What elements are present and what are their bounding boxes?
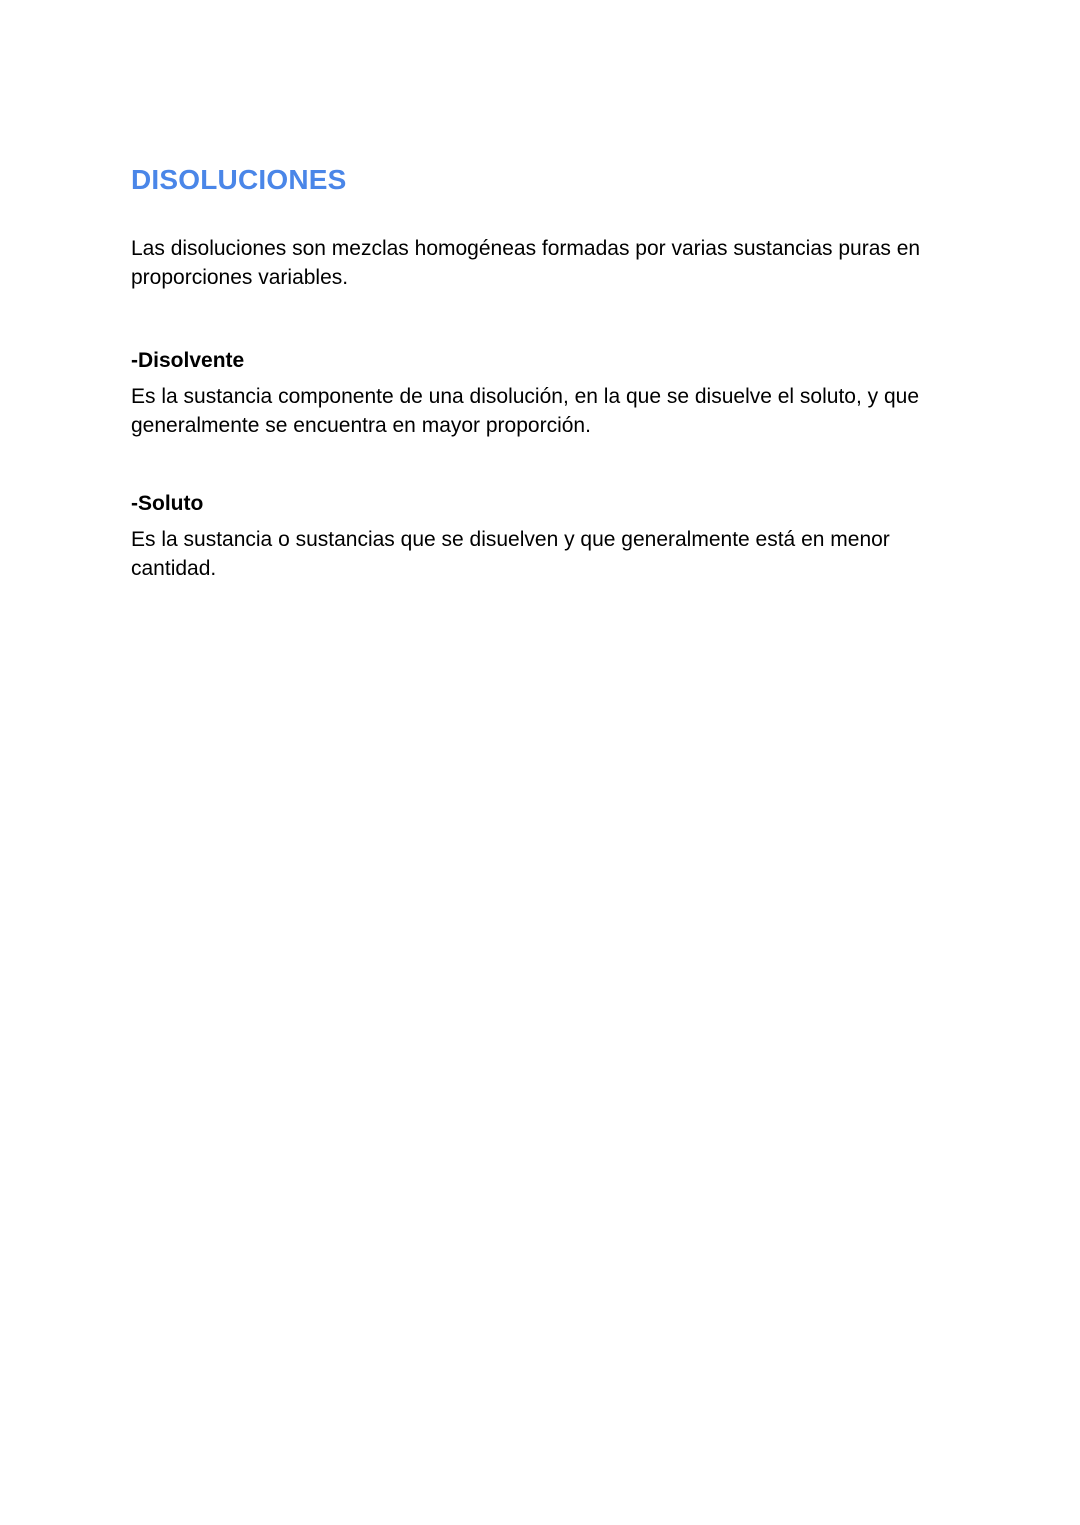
term-definition: Es la sustancia componente de una disolución, en la que se disuelve el soluto, y que generalmente se encuentra en mayor proporción. (131, 385, 920, 437)
term-heading: -Soluto (131, 492, 204, 515)
document-content (131, 162, 961, 583)
section-soluto (131, 489, 961, 583)
intro-paragraph: Las disoluciones son mezclas homogéneas formadas por varias sustancias puras en proporciones variables. (131, 237, 921, 289)
term-heading: -Disolvente (131, 349, 245, 372)
term-definition: Es la sustancia o sustancias que se disuelven y que generalmente está en menor cantidad. (131, 528, 890, 580)
section-disolvente (131, 346, 961, 440)
document-title: DISOLUCIONES (131, 164, 347, 195)
